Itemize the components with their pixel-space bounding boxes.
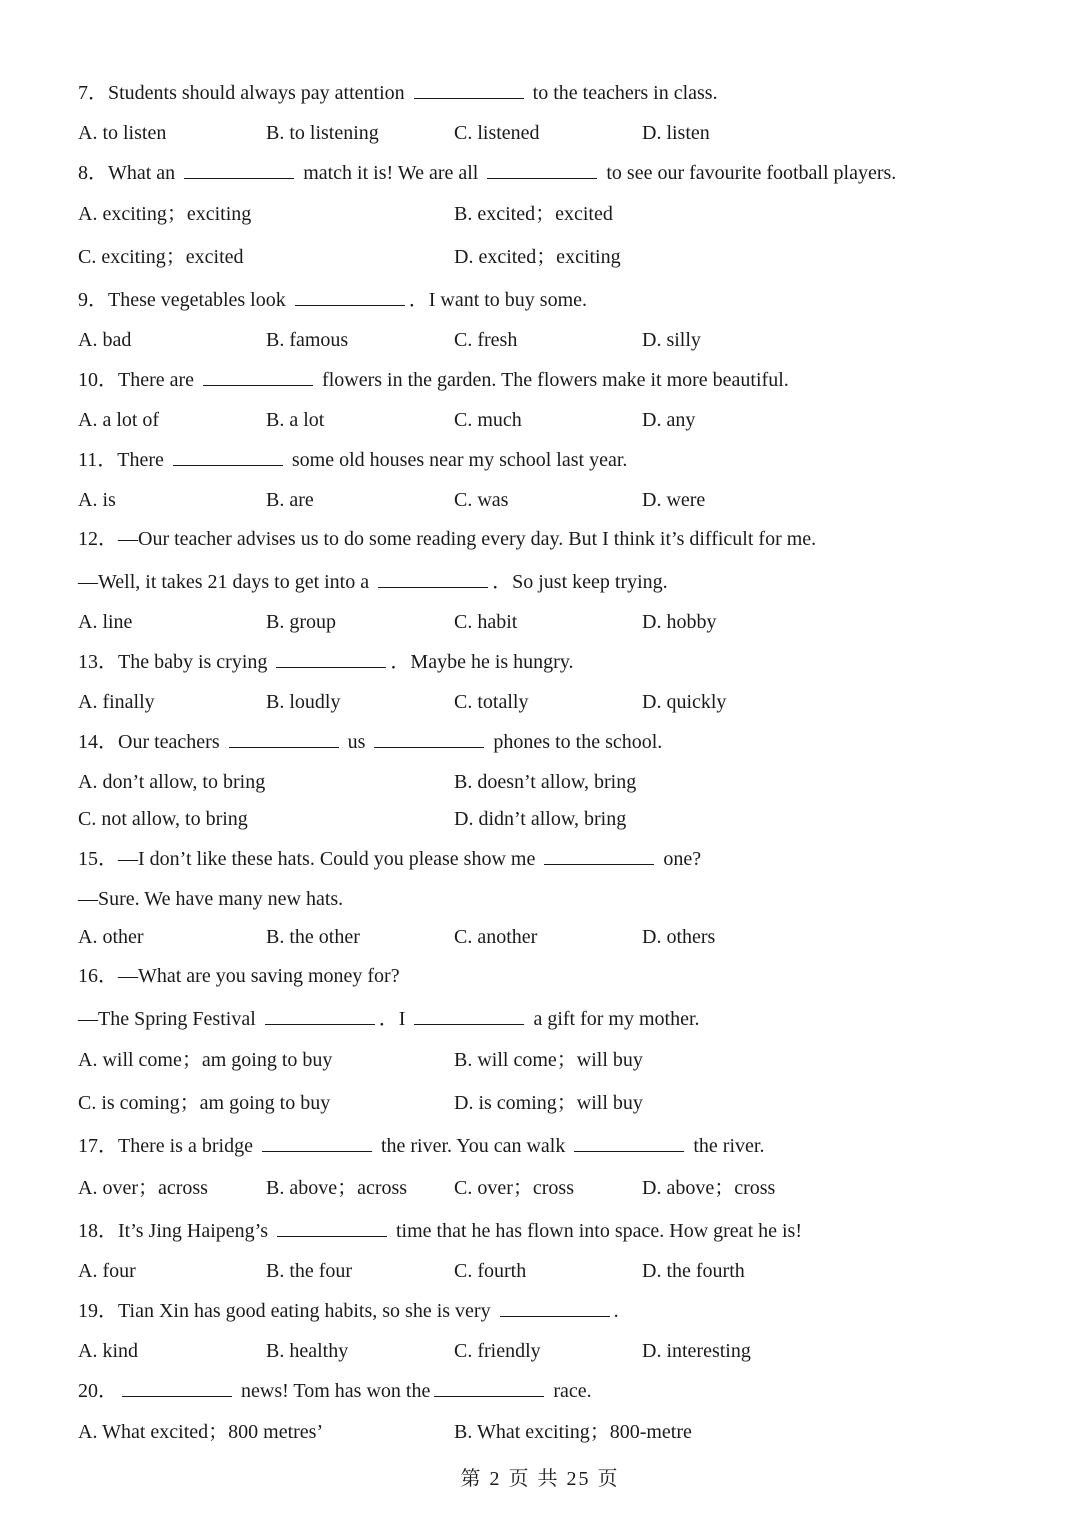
option-19-B[interactable]: B. healthy (266, 1340, 349, 1362)
option-15-D[interactable]: D. others (642, 926, 716, 948)
option-19-C[interactable]: C. friendly (454, 1340, 541, 1362)
question-text: ．So just keep trying. (492, 571, 668, 593)
answer-blank (262, 1133, 372, 1152)
question-8-stem (78, 160, 896, 185)
option-20-B[interactable]: B. What exciting；800-metre (454, 1421, 692, 1443)
question-text: a gift for my mother. (528, 1008, 700, 1030)
answer-blank (229, 729, 339, 748)
question-12-stem (78, 527, 816, 551)
question-text: to see our favourite football players. (601, 162, 897, 184)
option-17-B[interactable]: B. above；across (266, 1177, 408, 1199)
question-text: us (342, 731, 371, 753)
question-10-stem (78, 367, 789, 392)
answer-blank (277, 1218, 387, 1237)
option-8-A[interactable]: A. exciting；exciting (78, 203, 252, 225)
option-9-B[interactable]: B. famous (266, 329, 349, 351)
option-15-C[interactable]: C. another (454, 926, 538, 948)
question-text: 20． (78, 1380, 118, 1402)
question-12-dialogue (78, 569, 668, 594)
option-9-A[interactable]: A. bad (78, 329, 132, 351)
question-18-stem (78, 1218, 802, 1243)
option-12-A[interactable]: A. line (78, 611, 133, 633)
option-13-D[interactable]: D. quickly (642, 691, 727, 713)
option-11-D[interactable]: D. were (642, 489, 706, 511)
question-16-stem (78, 964, 400, 988)
option-17-A[interactable]: A. over；across (78, 1177, 208, 1199)
option-20-A[interactable]: A. What excited；800 metres’ (78, 1421, 324, 1443)
option-7-D[interactable]: D. listen (642, 122, 710, 144)
option-18-D[interactable]: D. the fourth (642, 1260, 745, 1282)
option-14-B[interactable]: B. doesn’t allow, bring (454, 771, 637, 793)
question-text: news! Tom has won the (236, 1380, 431, 1402)
option-12-D[interactable]: D. hobby (642, 611, 717, 633)
option-18-A[interactable]: A. four (78, 1260, 136, 1282)
option-10-A[interactable]: A. a lot of (78, 409, 160, 431)
option-18-C[interactable]: C. fourth (454, 1260, 527, 1282)
question-text: ．Maybe he is hungry. (390, 651, 574, 673)
option-17-C[interactable]: C. over；cross (454, 1177, 574, 1199)
question-17-stem (78, 1133, 764, 1158)
answer-blank (374, 729, 484, 748)
option-10-D[interactable]: D. any (642, 409, 696, 431)
question-text: one? (658, 848, 702, 870)
question-9-stem (78, 287, 587, 312)
question-text: 8．What an (78, 162, 181, 184)
answer-blank (378, 569, 488, 588)
option-11-A[interactable]: A. is (78, 489, 116, 511)
option-10-C[interactable]: C. much (454, 409, 522, 431)
page-footer: 第 2 页 共 25 页 (460, 1468, 620, 1490)
option-19-A[interactable]: A. kind (78, 1340, 138, 1362)
option-12-B[interactable]: B. group (266, 611, 336, 633)
question-20-stem (78, 1378, 592, 1403)
answer-blank (434, 1378, 544, 1397)
answer-blank (574, 1133, 684, 1152)
question-text: to the teachers in class. (527, 82, 718, 104)
option-15-A[interactable]: A. other (78, 926, 144, 948)
option-9-C[interactable]: C. fresh (454, 329, 518, 351)
question-14-stem (78, 729, 662, 754)
option-19-D[interactable]: D. interesting (642, 1340, 751, 1362)
answer-blank (276, 649, 386, 668)
question-text: 15．—I don’t like these hats. Could you please show me (78, 848, 541, 870)
option-7-B[interactable]: B. to listening (266, 122, 379, 144)
option-16-A[interactable]: A. will come；am going to buy (78, 1049, 333, 1071)
question-text: match it is! We are all (298, 162, 484, 184)
option-13-C[interactable]: C. totally (454, 691, 529, 713)
question-15-stem (78, 846, 701, 871)
answer-blank (414, 80, 524, 99)
answer-blank (295, 287, 405, 306)
question-text: the river. (688, 1135, 765, 1157)
answer-blank (122, 1378, 232, 1397)
question-19-stem (78, 1298, 619, 1323)
option-13-B[interactable]: B. loudly (266, 691, 341, 713)
question-text: ．I want to buy some. (408, 289, 588, 311)
question-text: 12．—Our teacher advises us to do some reading every day. But I think it’s difficult for me. (78, 528, 817, 550)
answer-blank (487, 160, 597, 179)
option-7-C[interactable]: C. listened (454, 122, 540, 144)
question-text: phones to the school. (488, 731, 663, 753)
option-14-A[interactable]: A. don’t allow, to bring (78, 771, 266, 793)
option-17-D[interactable]: D. above；cross (642, 1177, 776, 1199)
question-text: 11．There (78, 449, 169, 471)
question-text: 18．It’s Jing Haipeng’s (78, 1220, 273, 1242)
question-16-dialogue (78, 1006, 700, 1031)
answer-blank (184, 160, 294, 179)
option-11-C[interactable]: C. was (454, 489, 509, 511)
question-text: —Well, it takes 21 days to get into a (78, 571, 375, 593)
option-16-D[interactable]: D. is coming；will buy (454, 1092, 643, 1114)
question-15-dialogue (78, 887, 343, 911)
question-text: 16．—What are you saving money for? (78, 965, 400, 987)
question-text: time that he has flown into space. How great he is! (391, 1220, 802, 1242)
option-14-D[interactable]: D. didn’t allow, bring (454, 808, 627, 830)
question-text: —The Spring Festival (78, 1008, 261, 1030)
answer-blank (203, 367, 313, 386)
question-text: flowers in the garden. The flowers make it more beautiful. (317, 369, 789, 391)
question-13-stem (78, 649, 574, 674)
option-8-D[interactable]: D. excited；exciting (454, 246, 621, 268)
question-text: . (613, 1300, 619, 1322)
option-12-C[interactable]: C. habit (454, 611, 518, 633)
question-text: 13．The baby is crying (78, 651, 273, 673)
question-text: 10．There are (78, 369, 200, 391)
option-13-A[interactable]: A. finally (78, 691, 155, 713)
option-8-C[interactable]: C. exciting；excited (78, 246, 244, 268)
question-text: —Sure. We have many new hats. (78, 888, 344, 910)
option-11-B[interactable]: B. are (266, 489, 314, 511)
answer-blank (265, 1006, 375, 1025)
question-text: the river. You can walk (375, 1135, 571, 1157)
question-11-stem (78, 447, 627, 472)
option-10-B[interactable]: B. a lot (266, 409, 325, 431)
question-text: 17．There is a bridge (78, 1135, 258, 1157)
answer-blank (173, 447, 283, 466)
question-text: race. (548, 1380, 592, 1402)
answer-blank (544, 846, 654, 865)
option-15-B[interactable]: B. the other (266, 926, 360, 948)
question-text: ．I (378, 1008, 411, 1030)
question-text: 9．These vegetables look (78, 289, 291, 311)
option-16-C[interactable]: C. is coming；am going to buy (78, 1092, 331, 1114)
answer-blank (414, 1006, 524, 1025)
question-text: 19．Tian Xin has good eating habits, so she is very (78, 1300, 496, 1322)
question-text: 7．Students should always pay attention (78, 82, 410, 104)
question-text: some old houses near my school last year. (286, 449, 628, 471)
option-16-B[interactable]: B. will come；will buy (454, 1049, 643, 1071)
question-text: 14．Our teachers (78, 731, 225, 753)
answer-blank (500, 1298, 610, 1317)
option-8-B[interactable]: B. excited；excited (454, 203, 613, 225)
option-7-A[interactable]: A. to listen (78, 122, 167, 144)
option-9-D[interactable]: D. silly (642, 329, 701, 351)
option-18-B[interactable]: B. the four (266, 1260, 353, 1282)
option-14-C[interactable]: C. not allow, to bring (78, 808, 248, 830)
question-7-stem (78, 80, 718, 105)
